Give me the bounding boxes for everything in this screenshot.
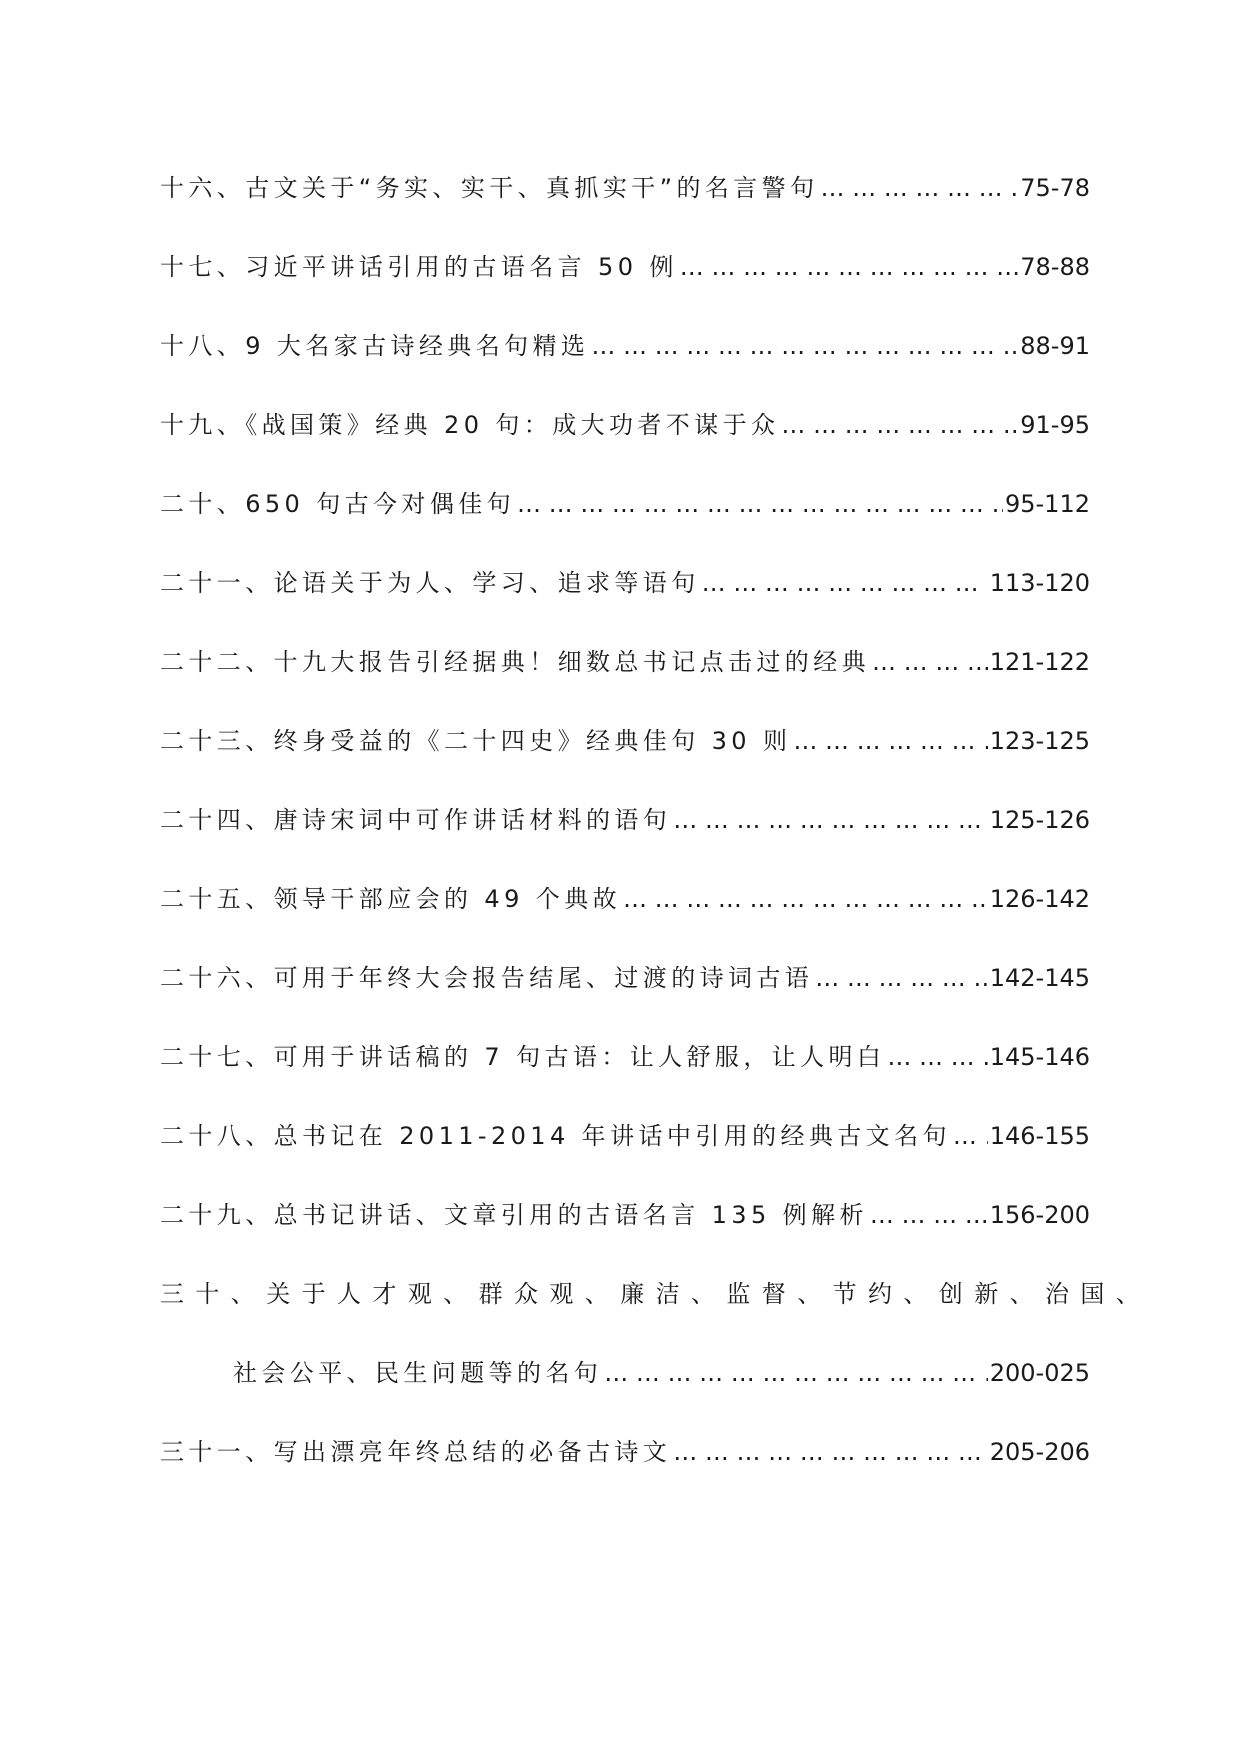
toc-entry-20[interactable] [160, 484, 1090, 563]
toc-entry-title: 十九、《战国策》经典 20 句：成大功者不谋于众 [160, 411, 780, 439]
toc-entry-19[interactable] [160, 405, 1090, 484]
toc-entry-22[interactable] [160, 642, 1090, 721]
toc-dot-leader [815, 964, 988, 992]
toc-entry-title: 三十一、写出漂亮年终总结的必备古诗文 [160, 1438, 672, 1466]
toc-dot-leader [820, 174, 1018, 202]
toc-page-range: 75-78 [1020, 174, 1090, 202]
toc-entry-title: 二十五、领导干部应会的 49 个典故 [160, 885, 621, 913]
toc-entry-title: 二十二、十九大报告引经据典！细数总书记点击过的经典 [160, 648, 870, 676]
toc-page-range: 113-120 [989, 569, 1090, 597]
toc-page-range: 91-95 [1020, 411, 1090, 439]
toc-entry-title: 二十九、总书记讲话、文章引用的古语名言 135 例解析 [160, 1201, 868, 1229]
toc-entry-16[interactable] [160, 168, 1090, 247]
toc-entry-31[interactable] [160, 1432, 1090, 1511]
toc-page-range: 146-155 [989, 1122, 1090, 1150]
toc-entry-title: 社会公平、民生问题等的名句 [233, 1359, 603, 1387]
toc-entry-title: 十七、习近平讲话引用的古语名言 50 例 [160, 253, 678, 281]
toc-dot-leader [702, 569, 988, 597]
toc-entry-title: 二十八、总书记在 2011-2014 年讲话中引用的经典古文名句 [160, 1122, 951, 1150]
toc-page-range: 125-126 [989, 806, 1090, 834]
toc-entry-26[interactable] [160, 958, 1090, 1037]
toc-entry-30-line2[interactable] [160, 1353, 1090, 1432]
toc-dot-leader [887, 1043, 987, 1071]
toc-page-range: 78-88 [1020, 253, 1090, 281]
toc-dot-leader [793, 727, 987, 755]
toc-entry-title: 二十六、可用于年终大会报告结尾、过渡的诗词古语 [160, 964, 814, 992]
toc-entry-18[interactable] [160, 326, 1090, 405]
toc-page-range: 121-122 [989, 648, 1090, 676]
toc-dot-leader [604, 1359, 988, 1387]
toc-dot-leader [591, 332, 1018, 360]
toc-entry-29[interactable] [160, 1195, 1090, 1274]
toc-dot-leader [680, 253, 1018, 281]
toc-entry-title: 二十、650 句古今对偶佳句 [160, 490, 516, 518]
toc-dot-leader [623, 885, 988, 913]
toc-page-range: 205-206 [989, 1438, 1090, 1466]
toc-entry-title: 二十三、终身受益的《二十四史》经典佳句 30 则 [160, 727, 792, 755]
toc-entry-28[interactable] [160, 1116, 1090, 1195]
toc-entry-title: 二十七、可用于讲话稿的 7 句古语：让人舒服，让人明白 [160, 1043, 886, 1071]
toc-page-range: 200-025 [989, 1359, 1090, 1387]
toc-page-range: 88-91 [1020, 332, 1090, 360]
toc-entry-title: 二十一、论语关于为人、学习、追求等语句 [160, 569, 700, 597]
toc-entry-24[interactable] [160, 800, 1090, 879]
toc-page-range: 142-145 [989, 964, 1090, 992]
toc-entry-title: 十八、9 大名家古诗经典名句精选 [160, 332, 590, 360]
toc-dot-leader [872, 648, 988, 676]
toc-entry-23[interactable] [160, 721, 1090, 800]
toc-dot-leader [673, 1438, 988, 1466]
toc-page-range: 156-200 [989, 1201, 1090, 1229]
toc-dot-leader [953, 1122, 988, 1150]
toc-page-range: 126-142 [989, 885, 1090, 913]
toc-entry-21[interactable] [160, 563, 1090, 642]
toc-entry-30-line1[interactable]: 三十、关于人才观、群众观、廉洁、监督、节约、创新、治国、 [160, 1280, 1152, 1308]
toc-entry-17[interactable] [160, 247, 1090, 326]
toc-page-range: 95-112 [1004, 490, 1090, 518]
toc-page-range: 145-146 [989, 1043, 1090, 1071]
toc-entry-title: 二十四、唐诗宋词中可作讲话材料的语句 [160, 806, 672, 834]
toc-dot-leader [781, 411, 1018, 439]
table-of-contents [160, 168, 1152, 1511]
toc-dot-leader [870, 1201, 988, 1229]
toc-page-range: 123-125 [989, 727, 1090, 755]
toc-dot-leader [517, 490, 1003, 518]
toc-entry-27[interactable] [160, 1037, 1090, 1116]
toc-entry-title: 十六、古文关于“务实、实干、真抓实干”的名言警句 [160, 174, 819, 202]
toc-entry-25[interactable] [160, 879, 1090, 958]
toc-dot-leader [673, 806, 988, 834]
